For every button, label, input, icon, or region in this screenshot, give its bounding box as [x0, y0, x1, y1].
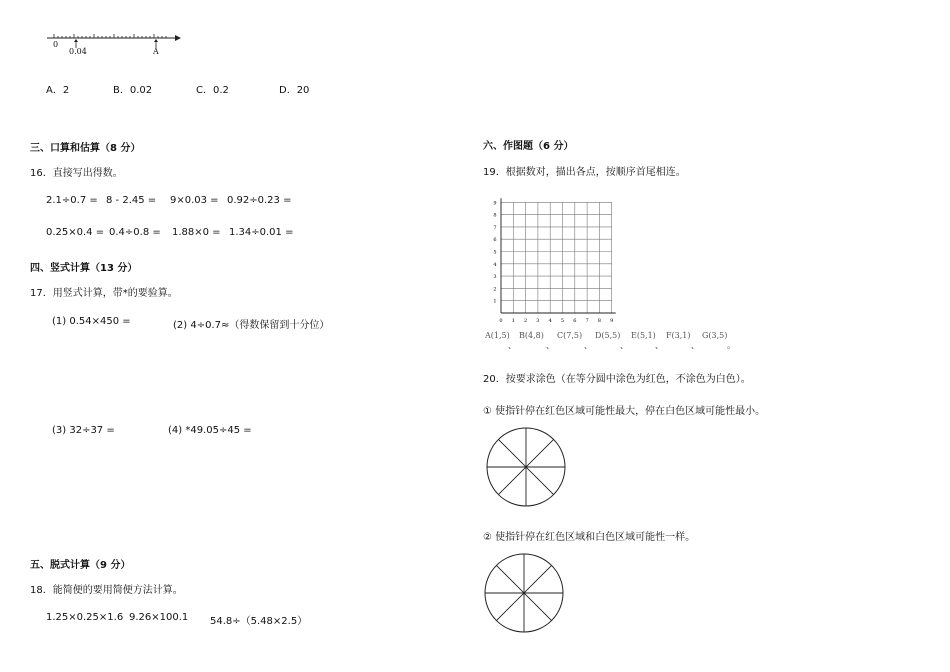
grid-y-label: 8: [493, 212, 497, 219]
q16-row1-4: 0.92÷0.23 =: [227, 195, 292, 206]
end-mark: 。: [727, 341, 735, 350]
q16-row2-4: 1.34÷0.01 =: [229, 227, 294, 238]
section-6-title: 六、作图题（6 分）: [483, 141, 574, 152]
section-3-title: 三、口算和估算（8 分）: [30, 143, 141, 154]
grid-x-label: 2: [524, 318, 528, 324]
option-c: C．0.2: [196, 85, 229, 96]
grid-y-label: 5: [493, 249, 497, 256]
q16-row2-2: 0.4÷0.8 =: [109, 227, 161, 238]
grid-x-label: 3: [536, 318, 540, 324]
grid-y-label: 2: [493, 286, 497, 293]
spinner-circle-2[interactable]: [484, 553, 564, 633]
question-17: 17．用竖式计算，带*的要验算。: [30, 288, 178, 299]
q17-part-1: (1) 0.54×450 =: [52, 316, 131, 327]
separator-5: 、: [655, 341, 663, 350]
separator-6: 、: [691, 341, 699, 350]
number-line: [45, 28, 185, 58]
option-b: B．0.02: [113, 85, 153, 96]
question-20: 20．按要求涂色（在等分圆中涂色为红色，不涂色为白色）。: [483, 374, 751, 385]
point-e: E(5,1): [631, 331, 656, 340]
separator-1: 、: [508, 341, 516, 350]
grid-y-label: 7: [493, 224, 497, 231]
option-d: D．20: [279, 85, 310, 96]
coordinate-grid: [483, 183, 623, 323]
grid-x-label: 6: [573, 318, 577, 324]
grid-x-label: 8: [597, 318, 601, 324]
numberline-tick-label: 0.04: [69, 47, 87, 56]
separator-3: 、: [584, 341, 592, 350]
point-d: D(5,5): [595, 331, 621, 340]
grid-y-label: 3: [493, 274, 497, 281]
q16-row2-3: 1.88×0 =: [172, 227, 221, 238]
grid-y-label: 9: [493, 200, 497, 207]
numberline-zero: 0: [53, 40, 59, 49]
grid-x-label: 9: [610, 318, 614, 324]
question-19: 19．根据数对，描出各点，按顺序首尾相连。: [483, 167, 686, 178]
grid-y-label: 4: [493, 261, 497, 268]
q16-row1-1: 2.1÷0.7 =: [46, 195, 98, 206]
section-4-title: 四、竖式计算（13 分）: [30, 263, 138, 274]
q17-part-4: (4) *49.05÷45 =: [168, 425, 252, 436]
q18-item-2: 9.26×100.1: [129, 612, 189, 623]
grid-y-label: 6: [493, 237, 497, 244]
grid-x-label: 0: [499, 318, 503, 324]
q20-condition-2: ② 使指针停在红色区域和白色区域可能性一样。: [483, 532, 696, 543]
point-b: B(4,8): [519, 331, 544, 340]
separator-4: 、: [620, 341, 628, 350]
separator-2: 、: [546, 341, 554, 350]
q17-part-2: (2) 4÷0.7≈（得数保留到十分位）: [173, 320, 330, 331]
grid-y-label: 1: [493, 298, 497, 305]
section-5-title: 五、脱式计算（9 分）: [30, 560, 131, 571]
spinner-circle-1[interactable]: [486, 427, 566, 507]
point-a: A(1,5): [485, 331, 510, 340]
q18-item-3: 54.8÷（5.48×2.5）: [210, 616, 308, 627]
question-16: 16．直接写出得数。: [30, 168, 123, 179]
grid-x-label: 1: [511, 318, 515, 324]
point-c: C(7,5): [557, 331, 583, 340]
q16-row1-3: 9×0.03 =: [170, 195, 219, 206]
point-f: F(3,1): [666, 331, 691, 340]
q16-row2-1: 0.25×0.4 =: [46, 227, 105, 238]
q16-row1-2: 8 - 2.45 =: [106, 195, 157, 206]
question-18: 18．能简便的要用简便方法计算。: [30, 585, 183, 596]
grid-x-label: 7: [585, 318, 589, 324]
grid-x-label: 4: [548, 318, 552, 324]
numberline-point-a: A: [153, 47, 159, 56]
q20-condition-1: ① 使指针停在红色区域可能性最大，停在白色区域可能性最小。: [483, 406, 766, 417]
option-a: A．2: [46, 85, 70, 96]
point-g: G(3,5): [702, 331, 728, 340]
grid-x-label: 5: [560, 318, 565, 324]
q18-item-1: 1.25×0.25×1.6: [46, 612, 124, 623]
q17-part-3: (3) 32÷37 =: [52, 425, 115, 436]
